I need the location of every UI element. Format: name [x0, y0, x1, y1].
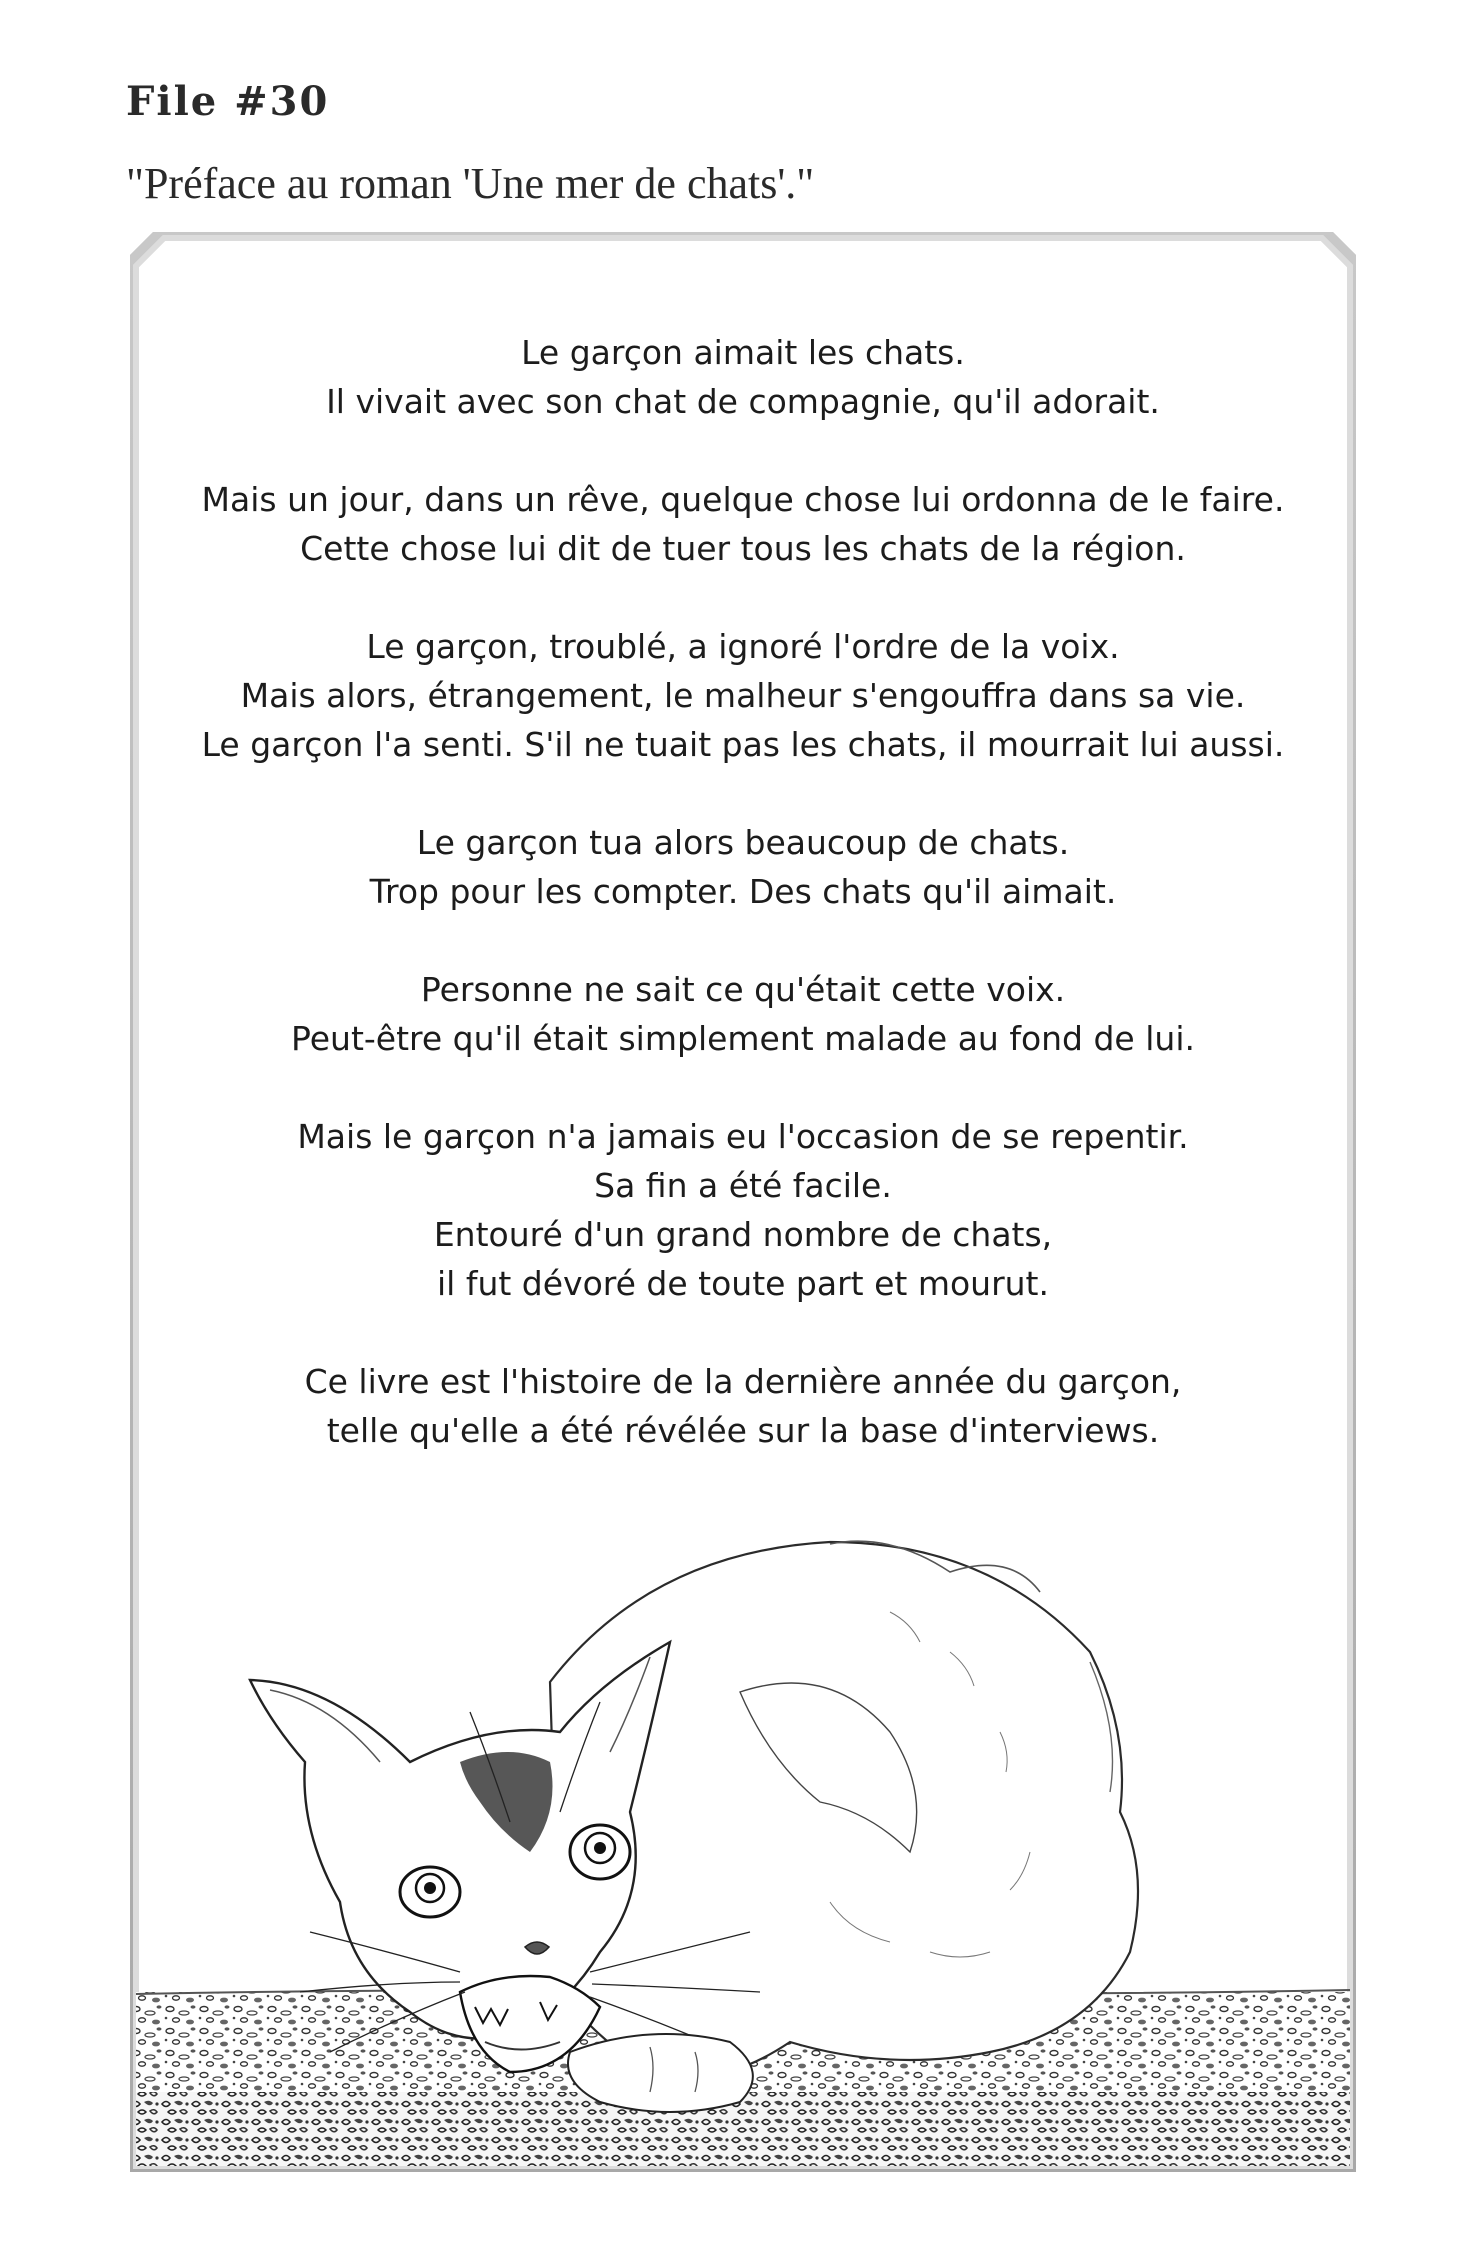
text-line: Peut-être qu'il était simplement malade au fond de lui. [291, 1019, 1195, 1058]
text-line: Sa fin a été facile. [594, 1166, 892, 1205]
snarling-cat-sketch-icon [130, 1432, 1356, 2172]
text-line: Mais le garçon n'a jamais eu l'occasion de se repentir. [297, 1117, 1189, 1156]
text-line: Le garçon l'a senti. S'il ne tuait pas les chats, il mourrait lui aussi. [201, 725, 1285, 764]
stanza [130, 1112, 1356, 1308]
text-line: Cette chose lui dit de tuer tous les chats de la région. [300, 529, 1186, 568]
file-subtitle: "Préface au roman 'Une mer de chats'." [126, 159, 815, 208]
text-line: Le garçon, troublé, a ignoré l'ordre de la voix. [366, 627, 1120, 666]
preface-text [130, 328, 1356, 1504]
text-line: Ce livre est l'histoire de la dernière année du garçon, [304, 1362, 1182, 1401]
text-line: telle qu'elle a été révélée sur la base d'interviews. [326, 1411, 1160, 1450]
text-line: Il vivait avec son chat de compagnie, qu'il adorait. [326, 382, 1160, 421]
text-line: Le garçon tua alors beaucoup de chats. [416, 823, 1070, 862]
text-line: Mais alors, étrangement, le malheur s'engouffra dans sa vie. [240, 676, 1246, 715]
text-line: Mais un jour, dans un rêve, quelque chose lui ordonna de le faire. [201, 480, 1285, 519]
stanza [130, 328, 1356, 426]
text-line: Entouré d'un grand nombre de chats, [433, 1215, 1053, 1254]
text-line: Le garçon aimait les chats. [521, 333, 965, 372]
stanza [130, 965, 1356, 1063]
stanza [130, 475, 1356, 573]
stanza [130, 622, 1356, 769]
text-panel [130, 232, 1356, 2172]
text-line: Personne ne sait ce qu'était cette voix. [420, 970, 1066, 1009]
stanza [130, 818, 1356, 916]
text-line: il fut dévoré de toute part et mourut. [437, 1264, 1049, 1303]
text-line: Trop pour les compter. Des chats qu'il aimait. [369, 872, 1117, 911]
file-title: File #30 [126, 78, 330, 125]
